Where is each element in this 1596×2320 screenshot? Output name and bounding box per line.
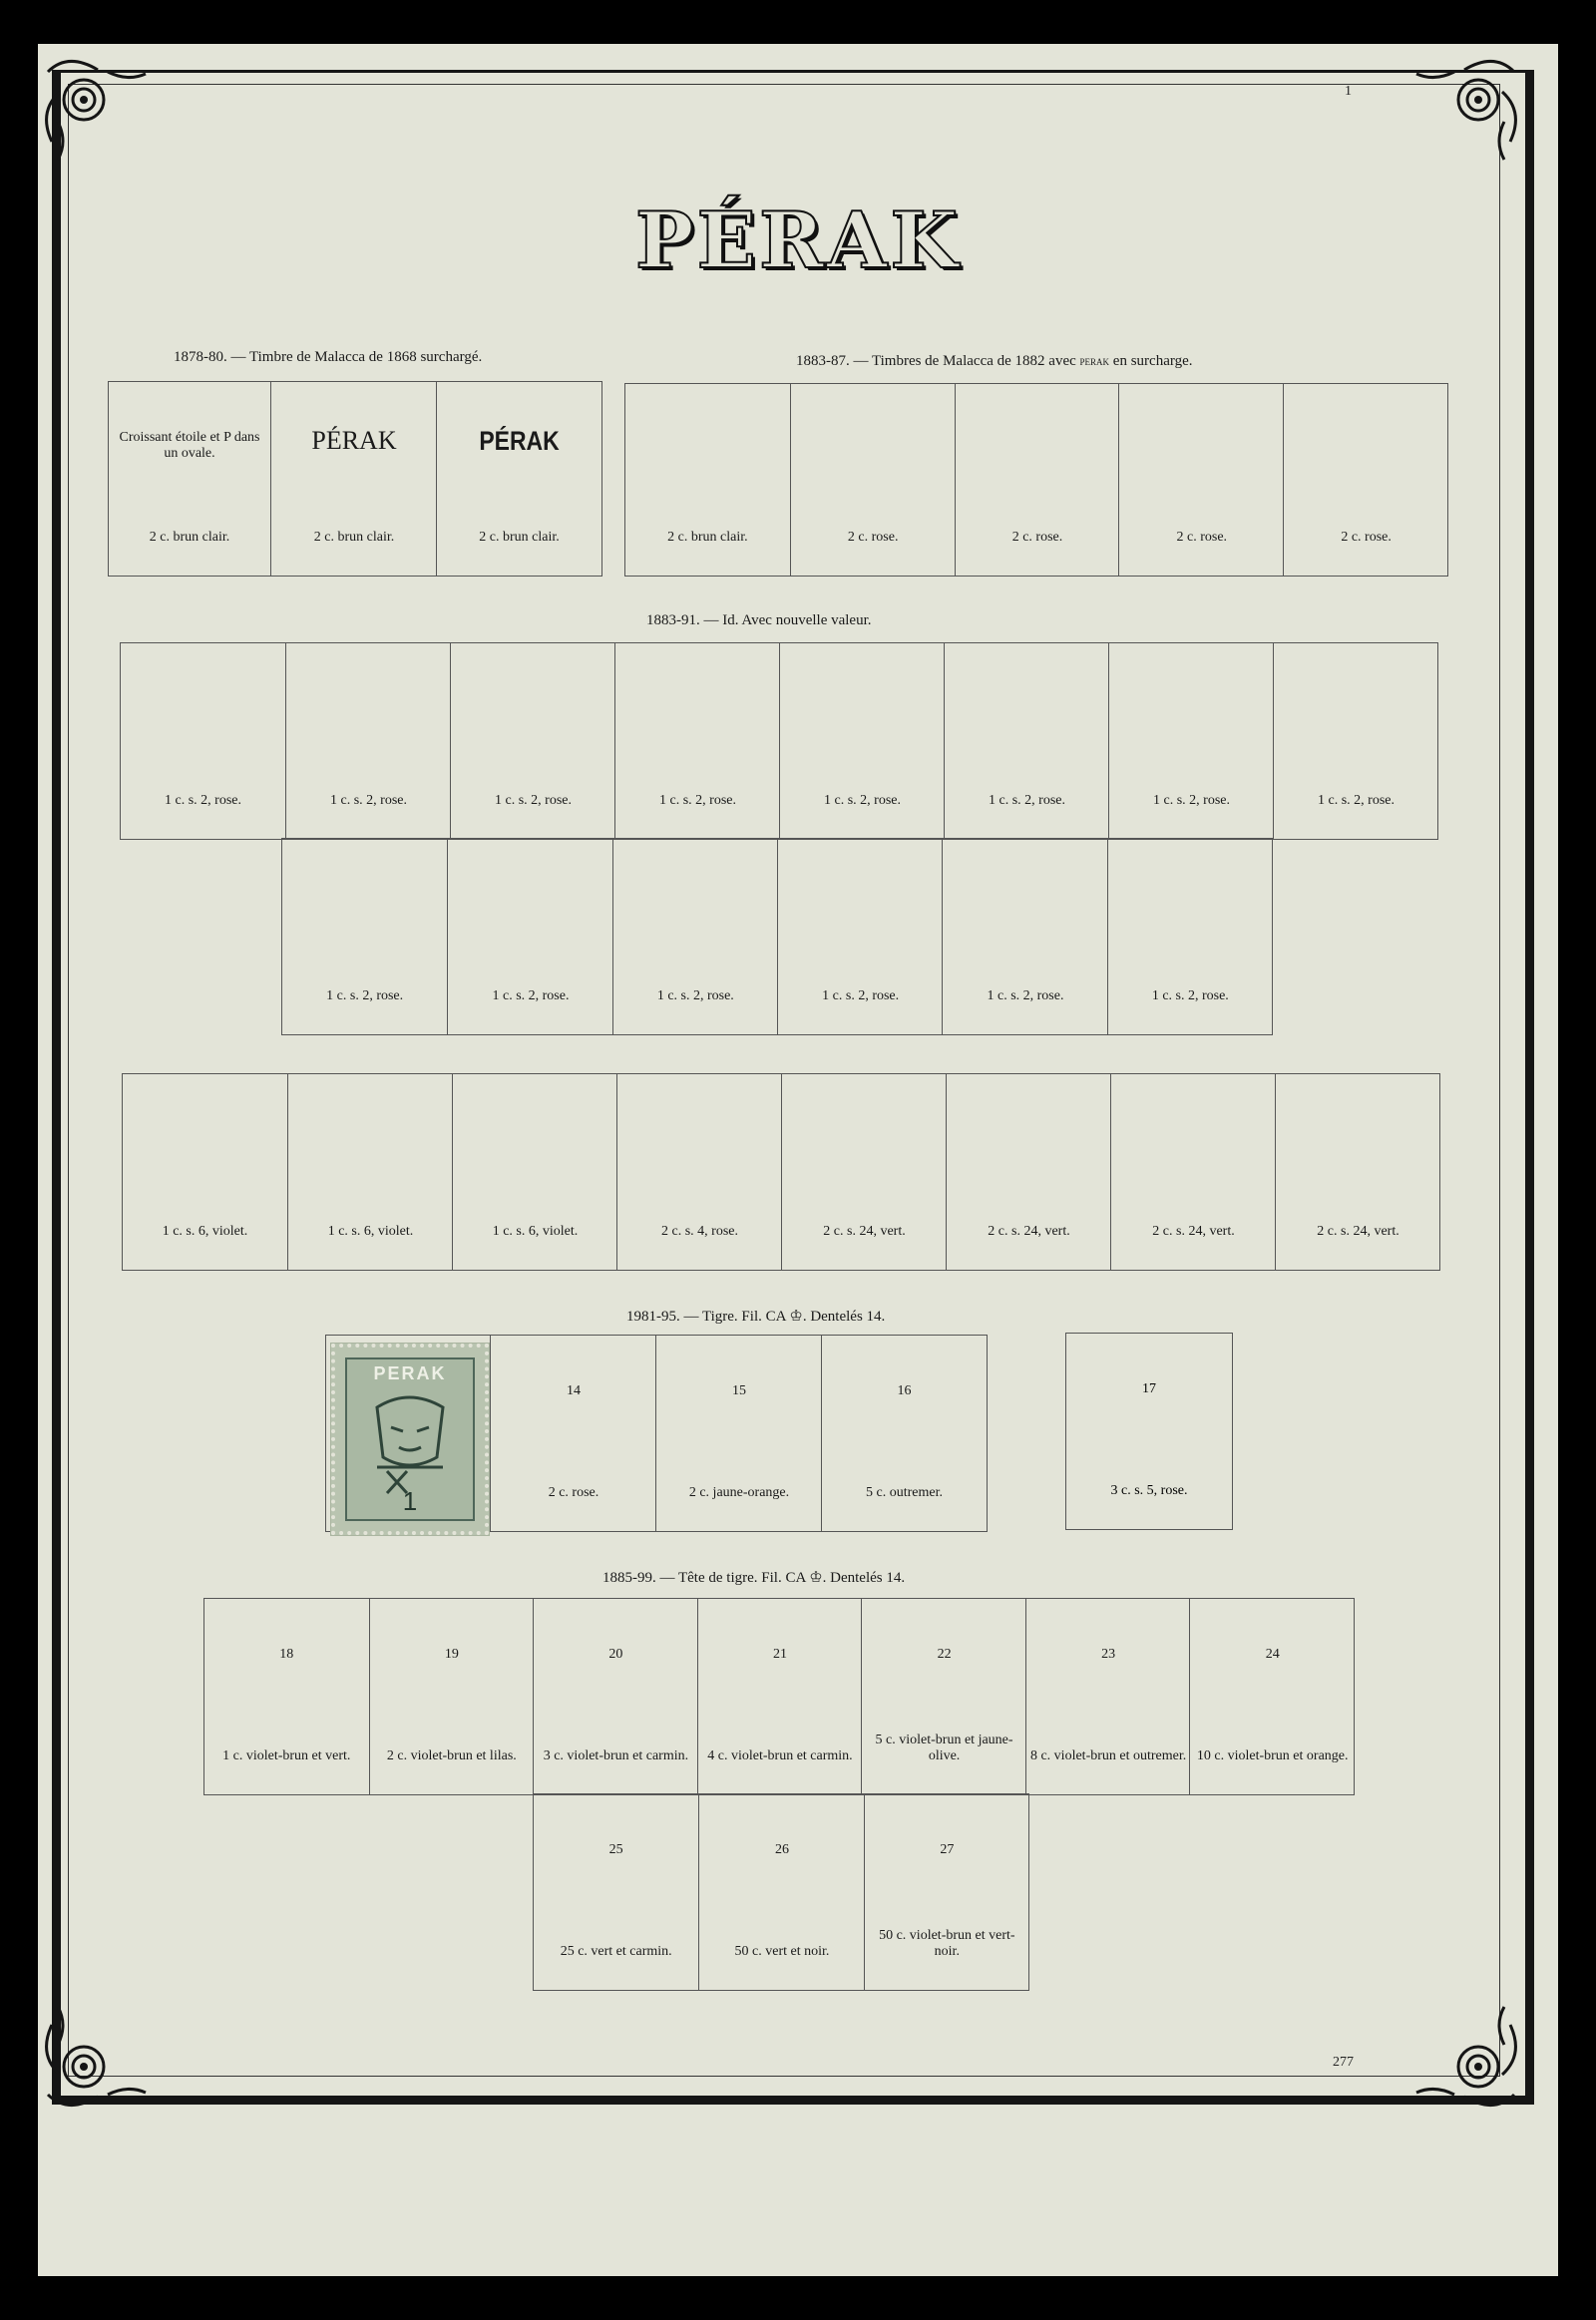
stamp-label: 2 c. brun clair. — [149, 530, 230, 545]
stamp-row-1883-87 — [624, 383, 1448, 577]
stamp-label: 50 c. violet-brun et vert-noir. — [879, 1928, 1015, 1959]
stamp-space — [534, 1794, 698, 1990]
description-note: Croissant étoile et P dans un ovale. — [119, 430, 260, 461]
stamp-space — [1025, 1599, 1191, 1794]
stamp-label: 25 c. vert et carmin. — [560, 1944, 672, 1959]
stamp-space — [1108, 643, 1274, 839]
corner-ornament-top-left — [38, 52, 148, 162]
catalogue-number: 25 — [608, 1842, 623, 1857]
stamp-space — [955, 384, 1120, 576]
stamp-label: 2 c. s. 24, vert. — [1317, 1224, 1399, 1239]
stamp-space — [777, 839, 943, 1034]
stamp-space — [614, 643, 780, 839]
stamp-space — [946, 1074, 1111, 1270]
stamp-space — [1189, 1599, 1355, 1794]
stamp-label: 1 c. s. 6, violet. — [162, 1224, 248, 1239]
stamp-space — [287, 1074, 453, 1270]
stamp-space — [861, 1599, 1026, 1794]
catalogue-number: 16 — [897, 1383, 912, 1398]
page-title: PÉRAK — [634, 195, 962, 286]
stamp-label: 1 c. s. 2, rose. — [822, 988, 900, 1003]
stamp-label: 1 c. s. 2, rose. — [330, 793, 407, 808]
section-1883-87-heading — [796, 353, 1192, 370]
stamp-row-tiger-head-b — [533, 1793, 1029, 1991]
stamp-space — [1283, 384, 1448, 576]
corner-ornament-top-right — [1414, 52, 1524, 162]
stamp-image — [345, 1357, 475, 1521]
stamp-space — [452, 1074, 617, 1270]
stamp-space — [790, 384, 956, 576]
section-tiger-heading: 1981-95. — Tigre. Fil. CA ♔. Dentelés 14. — [626, 1309, 886, 1325]
stamp-label: 2 c. s. 24, vert. — [823, 1224, 906, 1239]
stamp-space — [1107, 839, 1273, 1034]
catalogue-number: 20 — [608, 1647, 623, 1662]
stamp-label: 1 c. s. 2, rose. — [1151, 988, 1229, 1003]
stamp-value: 1 — [402, 1486, 418, 1516]
stamp-label: 1 c. s. 2, rose. — [659, 793, 736, 808]
stamp-space — [697, 1599, 863, 1794]
stamp-label: 5 c. outremer. — [866, 1485, 943, 1500]
section-tiger-head-heading: 1885-99. — Tête de tigre. Fil. CA ♔. Dentelés 14. — [602, 1570, 906, 1586]
stamp-space — [369, 1599, 535, 1794]
perak-tiger-stamp — [331, 1344, 489, 1535]
catalogue-number: 24 — [1265, 1647, 1280, 1662]
stamp-label: 1 c. s. 2, rose. — [824, 793, 901, 808]
stamp-space — [1275, 1074, 1440, 1270]
stamp-space — [942, 839, 1107, 1034]
stamp-space — [1110, 1074, 1276, 1270]
stamp-label: 1 c. s. 2, rose. — [165, 793, 241, 808]
stamp-label: 1 c. s. 2, rose. — [326, 988, 404, 1003]
catalogue-number: 23 — [1101, 1647, 1116, 1662]
catalogue-number: 17 — [1142, 1381, 1156, 1396]
catalogue-number: 27 — [940, 1842, 955, 1857]
stamp-label: 1 c. s. 2, rose. — [989, 793, 1065, 808]
stamp-space — [1273, 643, 1438, 839]
catalogue-number: 26 — [774, 1842, 789, 1857]
stamp-space — [121, 643, 285, 839]
stamp-space — [781, 1074, 947, 1270]
stamp-row-1878 — [108, 381, 602, 577]
stamp-label: 2 c. brun clair. — [667, 530, 748, 545]
catalogue-number: 22 — [937, 1647, 952, 1662]
heading-text: 1883-87. — Timbres de Malacca de 1882 avec — [796, 353, 1080, 369]
page-number-top: 1 — [1345, 84, 1352, 99]
stamp-space — [282, 839, 447, 1034]
stamp-label: 2 c. rose. — [1176, 530, 1228, 545]
stamp-label: 2 c. s. 24, vert. — [988, 1224, 1070, 1239]
tiger-icon — [347, 1387, 473, 1497]
stamp-label: 1 c. s. 2, rose. — [492, 988, 570, 1003]
page-number-bottom: 277 — [1333, 2055, 1354, 2070]
stamp-space — [625, 384, 790, 576]
stamp-label: 2 c. rose. — [847, 530, 899, 545]
catalogue-number: 14 — [567, 1383, 581, 1398]
stamp-space — [612, 839, 778, 1034]
catalogue-number: 21 — [772, 1647, 787, 1662]
corner-ornament-bottom-left — [38, 2005, 148, 2115]
stamp-country-name: PERAK — [373, 1363, 447, 1383]
stamp-space-filled — [326, 1336, 490, 1531]
stamp-space — [490, 1336, 656, 1531]
stamp-label: 1 c. s. 2, rose. — [1318, 793, 1395, 808]
stamp-space — [779, 643, 945, 839]
stamp-row-tiger-head-a — [203, 1598, 1355, 1795]
stamp-space — [123, 1074, 287, 1270]
stamp-space-single — [1065, 1333, 1233, 1530]
stamp-row-1883-91-c — [122, 1073, 1440, 1271]
stamp-space — [944, 643, 1109, 839]
catalogue-number: 15 — [732, 1383, 746, 1398]
catalogue-number: 18 — [279, 1647, 294, 1662]
stamp-label: 3 c. s. 5, rose. — [1110, 1483, 1188, 1498]
stamp-label: 4 c. violet-brun et carmin. — [707, 1748, 853, 1763]
stamp-label: 1 c. s. 2, rose. — [1153, 793, 1230, 808]
stamp-row-1883-91-b — [281, 838, 1273, 1035]
stamp-label: 5 c. violet-brun et jaune-olive. — [875, 1733, 1013, 1763]
stamp-label: 2 c. violet-brun et lilas. — [386, 1748, 517, 1763]
heading-smallcaps: perak — [1079, 353, 1110, 368]
section-1878-heading: 1878-80. — Timbre de Malacca de 1868 surchargé. — [174, 349, 483, 365]
stamp-space — [447, 839, 612, 1034]
stamp-label: 2 c. jaune-orange. — [688, 1485, 790, 1500]
stamp-label: 1 c. s. 2, rose. — [656, 988, 734, 1003]
stamp-space — [1118, 384, 1284, 576]
stamp-label: 1 c. s. 2, rose. — [987, 988, 1064, 1003]
corner-ornament-bottom-right — [1414, 2005, 1524, 2115]
section-1883-91-heading: 1883-91. — Id. Avec nouvelle valeur. — [646, 612, 872, 628]
stamp-label: 50 c. vert et noir. — [734, 1944, 830, 1959]
stamp-label: 3 c. violet-brun et carmin. — [543, 1748, 689, 1763]
stamp-space — [450, 643, 615, 839]
stamp-space — [204, 1599, 369, 1794]
stamp-space — [698, 1794, 864, 1990]
stamp-row-tiger — [325, 1335, 988, 1532]
stamp-label: 2 c. rose. — [1011, 530, 1063, 545]
stamp-space — [109, 382, 270, 576]
stamp-label: 2 c. brun clair. — [313, 530, 395, 545]
stamp-space — [285, 643, 451, 839]
overprint-sample: PÉRAK — [479, 426, 560, 456]
stamp-row-1883-91-a — [120, 642, 1438, 840]
stamp-space — [655, 1336, 822, 1531]
stamp-label: 2 c. s. 24, vert. — [1152, 1224, 1235, 1239]
stamp-space — [821, 1336, 987, 1531]
stamp-space — [864, 1794, 1029, 1990]
overprint-sample: PÉRAK — [311, 426, 397, 455]
stamp-label: 2 c. rose. — [548, 1485, 599, 1500]
stamp-label: 2 c. s. 4, rose. — [661, 1224, 738, 1239]
stamp-label: 1 c. violet-brun et vert. — [222, 1748, 351, 1763]
stamp-label: 1 c. s. 6, violet. — [492, 1224, 579, 1239]
stamp-space — [533, 1599, 698, 1794]
stamp-label: 2 c. brun clair. — [479, 530, 560, 545]
heading-text: en surcharge. — [1109, 353, 1193, 369]
stamp-space — [270, 382, 437, 576]
stamp-label: 2 c. rose. — [1341, 530, 1392, 545]
stamp-label: 1 c. s. 6, violet. — [327, 1224, 414, 1239]
stamp-space — [436, 382, 601, 576]
stamp-label: 8 c. violet-brun et outremer. — [1029, 1748, 1187, 1763]
stamp-space — [616, 1074, 782, 1270]
stamp-label: 10 c. violet-brun et orange. — [1196, 1748, 1349, 1763]
catalogue-number: 19 — [444, 1647, 459, 1662]
stamp-label: 1 c. s. 2, rose. — [495, 793, 572, 808]
